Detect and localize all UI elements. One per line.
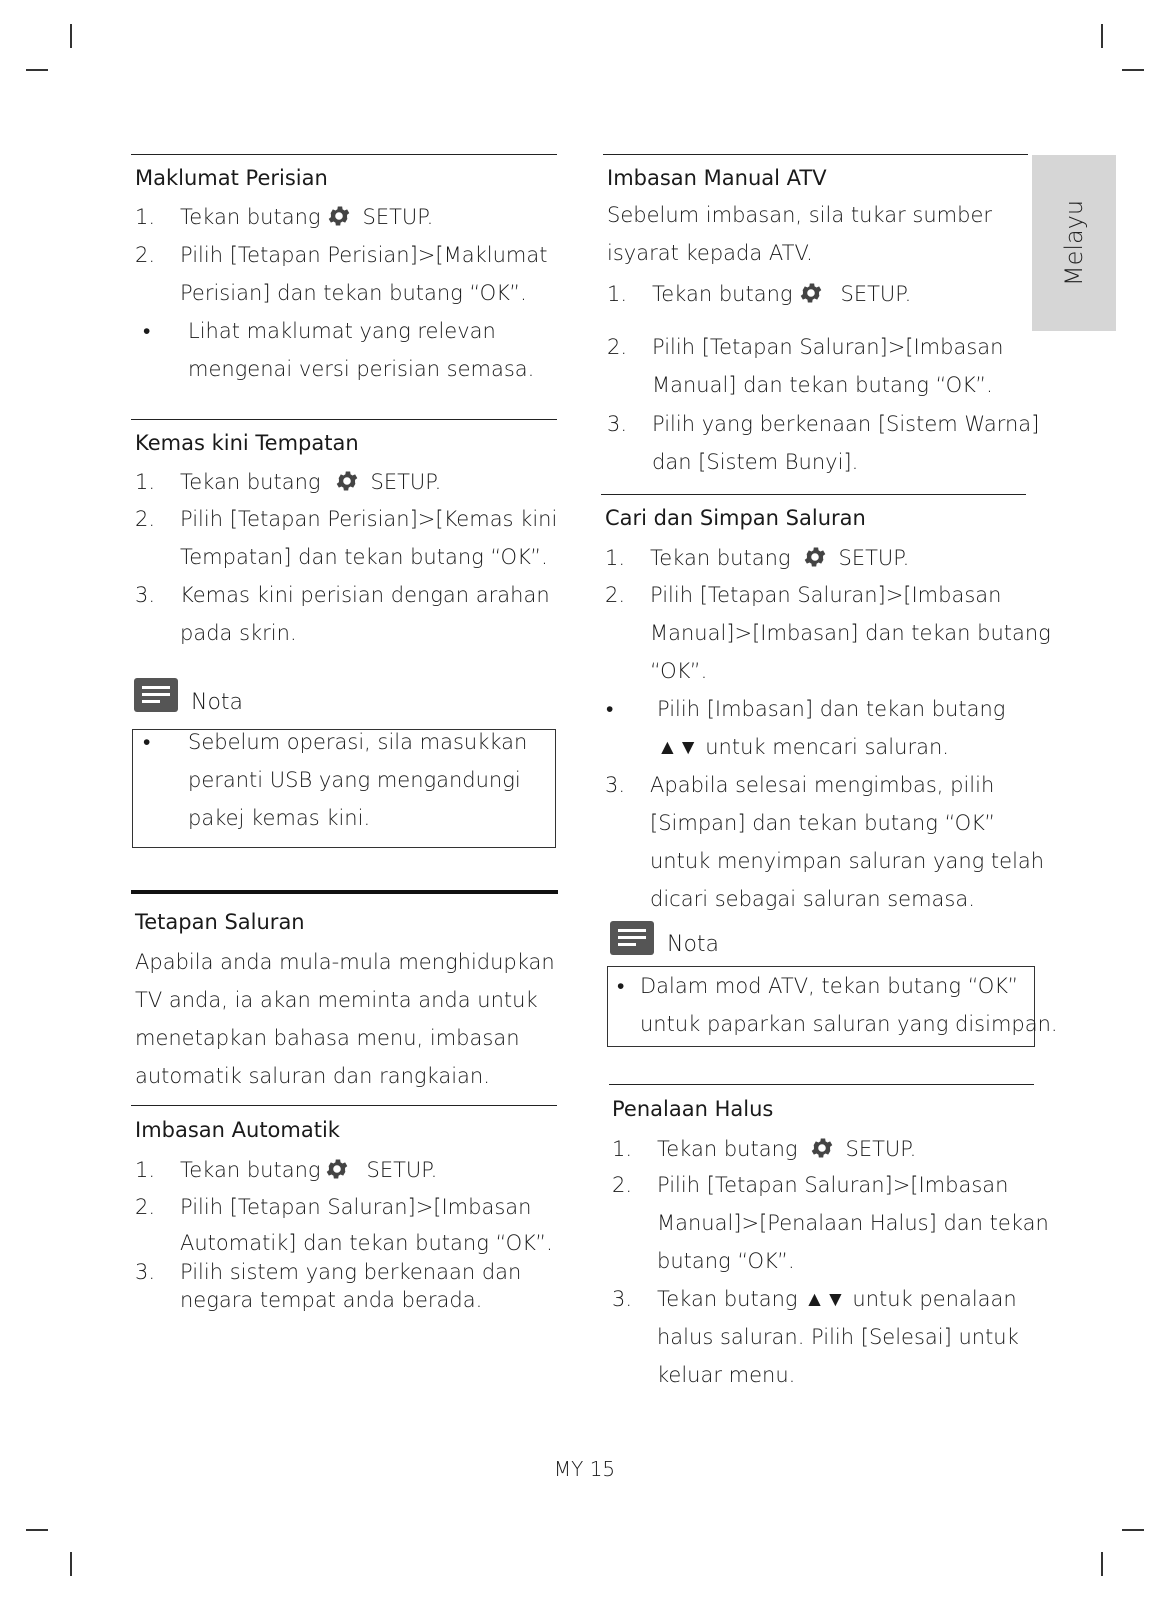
section-title: Kemas kini Tempatan xyxy=(135,431,359,455)
page-number: MY 15 xyxy=(553,1457,616,1481)
section-paragraph: Sebelum imbasan, sila tukar sumber isyarat kepada ATV. xyxy=(607,203,992,265)
language-side-tab-label: Melayu xyxy=(1060,199,1088,287)
section-rule xyxy=(131,154,557,155)
crop-mark xyxy=(70,24,72,48)
gear-icon xyxy=(326,203,352,229)
section-title: Tetapan Saluran xyxy=(135,910,305,934)
note-icon xyxy=(134,678,178,712)
section-title: Penalaan Halus xyxy=(612,1097,774,1121)
section-title: Imbasan Manual ATV xyxy=(607,166,827,190)
section-title: Cari dan Simpan Saluran xyxy=(605,506,866,530)
arrow-up-down-icon: Tekan butang ▲▼ untuk penalaan xyxy=(657,1287,1017,1311)
arrow-up-down-icon: ▲▼ untuk mencari saluran. xyxy=(657,735,949,759)
crop-mark xyxy=(26,1529,48,1531)
crop-mark xyxy=(1101,1552,1103,1576)
crop-mark xyxy=(1122,69,1144,71)
crop-mark xyxy=(70,1552,72,1576)
section-rule xyxy=(603,154,1028,155)
note-icon xyxy=(610,921,654,955)
crop-mark xyxy=(26,69,48,71)
gear-icon xyxy=(798,280,824,306)
crop-mark xyxy=(1122,1529,1144,1531)
section-title: Maklumat Perisian xyxy=(135,166,328,190)
gear-icon xyxy=(334,468,360,494)
section-rule-thick xyxy=(131,890,558,894)
section-paragraph: Apabila anda mula-mula menghidupkan TV anda, ia akan meminta anda untuk menetapkan bahasa menu, imbasan automatik saluran dan rangkaian. xyxy=(135,950,555,1088)
section-rule xyxy=(609,1084,1034,1085)
crop-mark xyxy=(1101,24,1103,48)
section-rule xyxy=(131,1105,557,1106)
section-rule xyxy=(131,419,557,420)
note-title: Nota xyxy=(191,690,244,715)
gear-icon xyxy=(802,544,828,570)
gear-icon xyxy=(324,1156,350,1182)
section-title: Imbasan Automatik xyxy=(135,1118,340,1142)
gear-icon xyxy=(809,1135,835,1161)
section-rule xyxy=(601,494,1026,495)
note-title: Nota xyxy=(667,932,720,957)
language-side-tab xyxy=(1032,155,1116,331)
